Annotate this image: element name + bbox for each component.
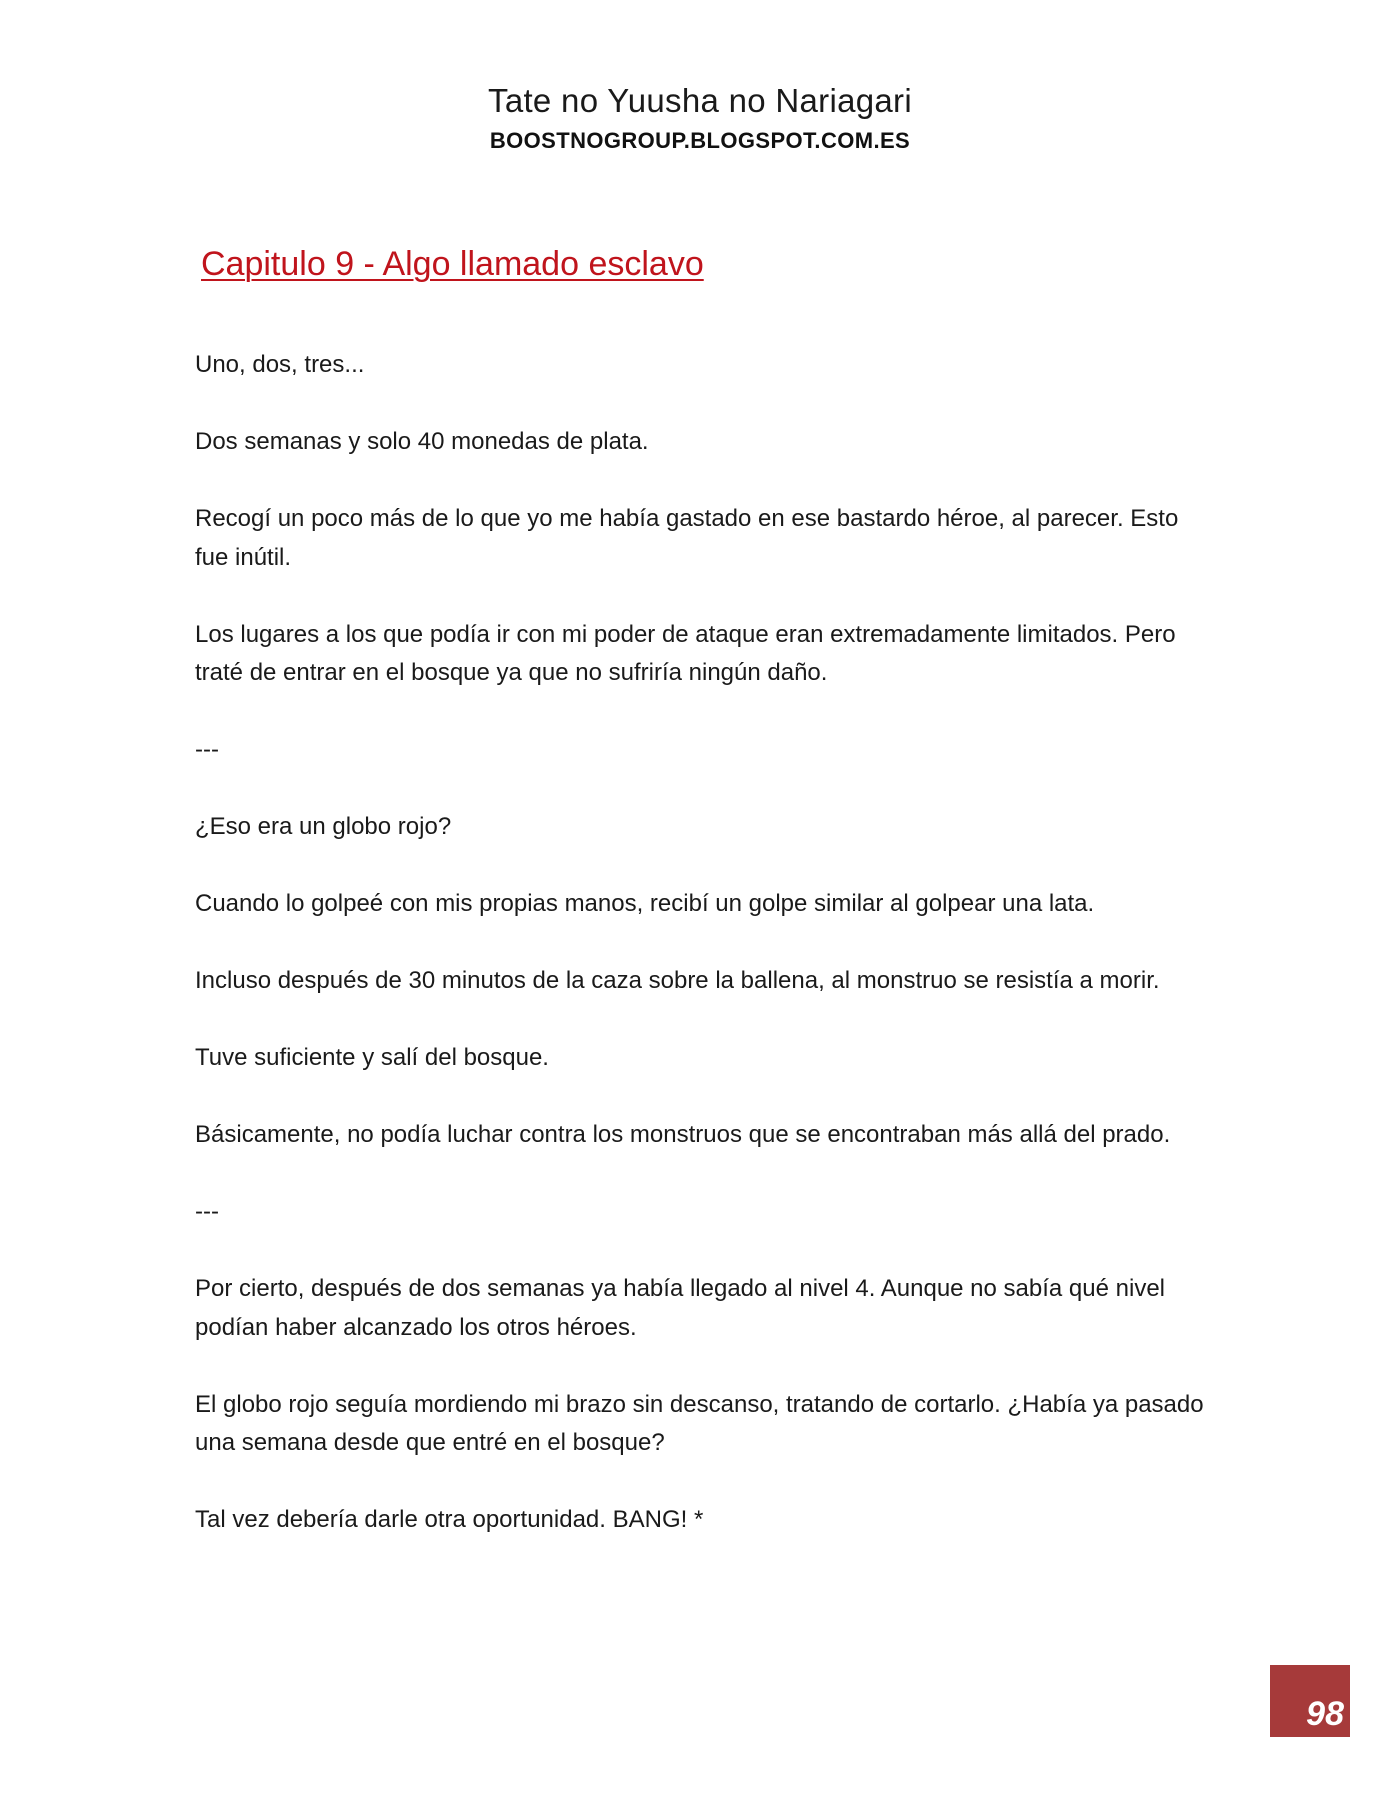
page-number-badge: [1270, 1665, 1350, 1735]
paragraph: Uno, dos, tres...: [195, 351, 365, 378]
paragraph: Por cierto, después de dos semanas ya había llegado al nivel 4. Aunque no sabía qué nivel podían haber alcanzado los otros héroes.: [195, 1275, 1165, 1341]
chapter-title: Capitulo 9 - Algo llamado esclavo: [201, 245, 704, 283]
page-number-underline: [1270, 1734, 1350, 1737]
site-url: BOOSTNOGROUP.BLOGSPOT.COM.ES: [489, 128, 911, 153]
paragraph: Básicamente, no podía luchar contra los monstruos que se encontraban más allá del prado.: [195, 1121, 1171, 1148]
chapter-body: [195, 346, 1215, 1578]
paragraph: El globo rojo seguía mordiendo mi brazo sin descanso, tratando de cortarlo. ¿Había ya pasado una semana desde que entré en el bosque?: [195, 1390, 1204, 1456]
paragraph: Tuve suficiente y salí del bosque.: [195, 1044, 549, 1071]
paragraph: Incluso después de 30 minutos de la caza sobre la ballena, al monstruo se resistía a morir.: [195, 967, 1160, 994]
scene-separator: ---: [195, 736, 219, 763]
book-title: Tate no Yuusha no Nariagari: [488, 82, 912, 119]
paragraph: ¿Eso era un globo rojo?: [195, 813, 452, 840]
page-number: 98: [1306, 1695, 1344, 1733]
paragraph: Tal vez debería darle otra oportunidad. BANG! *: [195, 1506, 704, 1533]
paragraph: Los lugares a los que podía ir con mi poder de ataque eran extremadamente limitados. Pero traté de entrar en el bosque ya que no sufriría ningún daño.: [195, 620, 1176, 686]
paragraph: Dos semanas y solo 40 monedas de plata.: [195, 428, 649, 455]
paragraph: Cuando lo golpeé con mis propias manos, recibí un golpe similar al golpear una lata.: [195, 890, 1095, 917]
paragraph: Recogí un poco más de lo que yo me había gastado en ese bastardo héroe, al parecer. Esto fue inútil.: [195, 505, 1179, 571]
scene-separator: ---: [195, 1198, 219, 1225]
